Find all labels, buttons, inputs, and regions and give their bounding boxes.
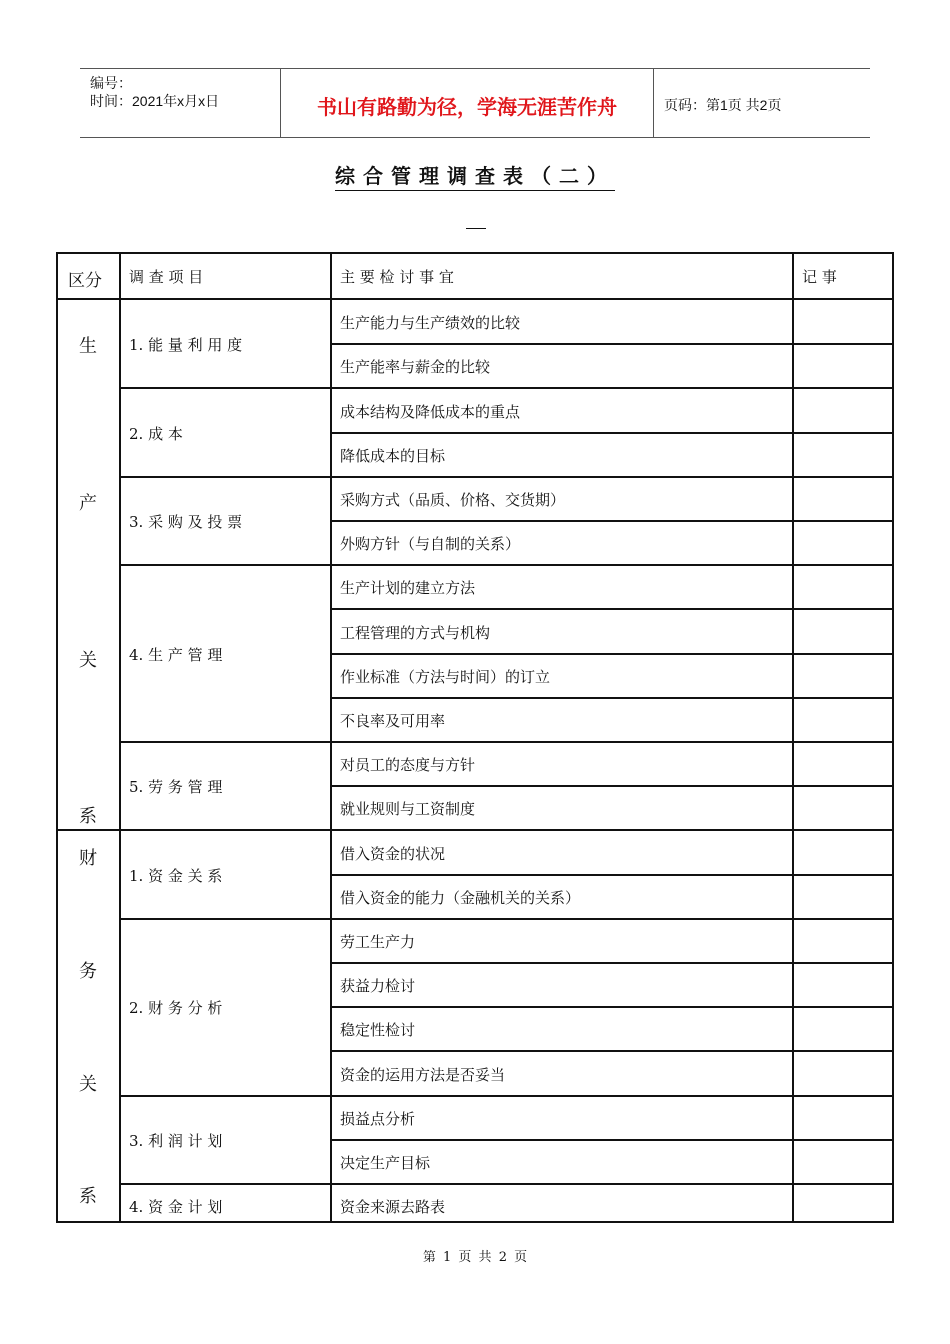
group-rule bbox=[119, 918, 892, 920]
detail-item: 借入资金的能力（金融机关的关系） bbox=[340, 888, 581, 907]
title-dash bbox=[466, 228, 486, 229]
group-rule bbox=[119, 564, 892, 566]
detail-item: 工程管理的方式与机构 bbox=[340, 623, 491, 642]
detail-item: 生产计划的建立方法 bbox=[340, 579, 476, 598]
row-rule bbox=[330, 1006, 892, 1008]
group-rule bbox=[119, 476, 892, 478]
group-rule bbox=[119, 741, 892, 743]
section-rule bbox=[58, 829, 892, 831]
column-separator-1 bbox=[119, 254, 121, 1221]
column-separator-3 bbox=[792, 254, 794, 1221]
page-title: 综合管理调查表（二） bbox=[335, 164, 615, 191]
row-rule bbox=[330, 697, 892, 699]
detail-item: 生产能力与生产绩效的比较 bbox=[340, 314, 521, 333]
section-label-char: 产 bbox=[79, 492, 97, 514]
detail-item: 不良率及可用率 bbox=[340, 711, 446, 730]
detail-item: 资金的运用方法是否妥当 bbox=[340, 1065, 506, 1084]
header-meta-cell bbox=[80, 69, 281, 137]
row-rule bbox=[330, 432, 892, 434]
row-rule bbox=[330, 874, 892, 876]
row-rule bbox=[330, 343, 892, 345]
detail-item: 成本结构及降低成本的重点 bbox=[340, 402, 521, 421]
survey-item: 2. 财 务 分 析 bbox=[129, 999, 223, 1018]
row-rule bbox=[330, 608, 892, 610]
section-label-char: 务 bbox=[79, 961, 97, 982]
header-page-cell bbox=[654, 69, 870, 137]
detail-item: 劳工生产力 bbox=[340, 932, 416, 951]
survey-item: 3. 利 润 计 划 bbox=[129, 1131, 223, 1150]
detail-item: 生产能率与薪金的比较 bbox=[340, 358, 491, 377]
table-header-2: 主 要 检 讨 事 宜 bbox=[340, 268, 454, 286]
survey-item: 2. 成 本 bbox=[129, 424, 183, 443]
group-rule bbox=[119, 1183, 892, 1185]
table-header-3: 记 事 bbox=[802, 268, 837, 286]
detail-item: 决定生产目标 bbox=[340, 1153, 431, 1172]
detail-item: 就业规则与工资制度 bbox=[340, 800, 476, 819]
survey-item: 1. 能 量 利 用 度 bbox=[129, 336, 243, 355]
document-time-label: 时间：2021年x月x日 bbox=[90, 93, 220, 109]
section-label-char: 系 bbox=[79, 1186, 97, 1208]
survey-item: 5. 劳 务 管 理 bbox=[129, 778, 223, 797]
detail-item: 获益力检讨 bbox=[340, 977, 416, 996]
section-label-char: 系 bbox=[79, 806, 97, 828]
page-footer: 第 1 页 共 2 页 bbox=[422, 1250, 528, 1265]
section-label-char: 生 bbox=[79, 336, 97, 357]
header-page-info: 页码：第1页 共2页 bbox=[664, 97, 782, 113]
survey-item: 3. 采 购 及 投 票 bbox=[129, 513, 243, 531]
page-header bbox=[80, 68, 870, 138]
detail-item: 借入资金的状况 bbox=[340, 844, 446, 863]
row-rule bbox=[330, 1050, 892, 1052]
table-header-0: 区分 bbox=[68, 271, 102, 291]
survey-item: 4. 资 金 计 划 bbox=[129, 1198, 223, 1217]
column-separator-2 bbox=[330, 254, 332, 1221]
header-motto-cell bbox=[281, 69, 654, 137]
header-motto: 书山有路勤为径，学海无涯苦作舟 bbox=[317, 95, 617, 119]
section-label-char: 关 bbox=[79, 649, 97, 671]
survey-table bbox=[56, 252, 894, 1223]
row-rule bbox=[330, 653, 892, 655]
row-rule bbox=[330, 962, 892, 964]
table-header-1: 调 查 项 目 bbox=[129, 268, 204, 286]
table-header-rule bbox=[58, 298, 892, 300]
group-rule bbox=[119, 387, 892, 389]
document-number-label: 编号： bbox=[90, 75, 132, 91]
group-rule bbox=[119, 1095, 892, 1097]
survey-item: 4. 生 产 管 理 bbox=[129, 645, 223, 664]
detail-item: 采购方式（品质、价格、交货期） bbox=[340, 490, 566, 509]
detail-item: 外购方针（与自制的关系） bbox=[340, 535, 521, 554]
row-rule bbox=[330, 520, 892, 522]
detail-item: 稳定性检讨 bbox=[340, 1021, 416, 1040]
section-label-char: 关 bbox=[79, 1073, 97, 1095]
page-title-wrap bbox=[0, 160, 950, 189]
row-rule bbox=[330, 1139, 892, 1141]
detail-item: 作业标准（方法与时间）的订立 bbox=[340, 667, 551, 686]
detail-item: 降低成本的目标 bbox=[340, 446, 446, 465]
detail-item: 损益点分析 bbox=[340, 1109, 416, 1128]
section-label-char: 财 bbox=[79, 848, 97, 870]
row-rule bbox=[330, 785, 892, 787]
detail-item: 资金来源去路表 bbox=[340, 1198, 446, 1217]
detail-item: 对员工的态度与方针 bbox=[340, 756, 476, 775]
survey-item: 1. 资 金 关 系 bbox=[129, 866, 223, 885]
